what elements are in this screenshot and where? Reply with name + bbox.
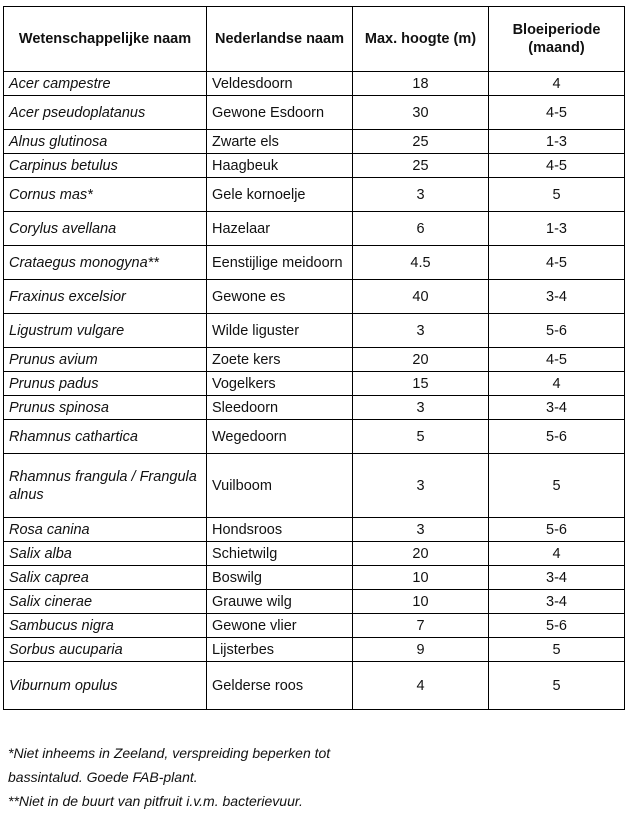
bloom-period-cell: 1-3	[489, 212, 625, 246]
scientific-name-cell: Sambucus nigra	[4, 614, 207, 638]
dutch-name-cell: Wilde liguster	[207, 314, 353, 348]
bloom-period-cell: 5	[489, 178, 625, 212]
bloom-period-cell: 5	[489, 662, 625, 710]
bloom-period-cell: 5-6	[489, 314, 625, 348]
scientific-name-cell: Carpinus betulus	[4, 154, 207, 178]
dutch-name-cell: Wegedoorn	[207, 420, 353, 454]
scientific-name-cell: Prunus spinosa	[4, 396, 207, 420]
scientific-name-cell: Prunus padus	[4, 372, 207, 396]
scientific-name-cell: Salix caprea	[4, 566, 207, 590]
dutch-name-cell: Vuilboom	[207, 454, 353, 518]
dutch-name-cell: Hazelaar	[207, 212, 353, 246]
max-height-cell: 18	[353, 72, 489, 96]
max-height-cell: 9	[353, 638, 489, 662]
max-height-cell: 4.5	[353, 246, 489, 280]
scientific-name-cell: Salix cinerae	[4, 590, 207, 614]
scientific-name-cell: Acer campestre	[4, 72, 207, 96]
max-height-cell: 20	[353, 542, 489, 566]
scientific-name-cell: Prunus avium	[4, 348, 207, 372]
max-height-cell: 6	[353, 212, 489, 246]
table-row	[4, 348, 625, 372]
dutch-name-cell: Gewone es	[207, 280, 353, 314]
max-height-cell: 30	[353, 96, 489, 130]
max-height-cell: 15	[353, 372, 489, 396]
max-height-cell: 25	[353, 130, 489, 154]
bloom-period-cell: 5-6	[489, 614, 625, 638]
bloom-period-cell: 4-5	[489, 154, 625, 178]
scientific-name-cell: Rhamnus cathartica	[4, 420, 207, 454]
header-bloom-period-line1: Bloeiperiode	[512, 22, 601, 38]
table-row	[4, 590, 625, 614]
table-row	[4, 614, 625, 638]
dutch-name-cell: Vogelkers	[207, 372, 353, 396]
bloom-period-cell: 3-4	[489, 396, 625, 420]
dutch-name-cell: Gewone vlier	[207, 614, 353, 638]
table-row	[4, 566, 625, 590]
bloom-period-cell: 4	[489, 72, 625, 96]
footnote-1-line-1: *Niet inheems in Zeeland, verspreiding beperken tot	[8, 745, 331, 761]
max-height-cell: 25	[353, 154, 489, 178]
table-row	[4, 72, 625, 96]
bloom-period-cell: 4	[489, 372, 625, 396]
dutch-name-cell: Zwarte els	[207, 130, 353, 154]
max-height-cell: 5	[353, 420, 489, 454]
dutch-name-cell: Eenstijlige meidoorn	[207, 246, 353, 280]
bloom-period-cell: 4-5	[489, 96, 625, 130]
scientific-name-cell: Cornus mas*	[4, 178, 207, 212]
dutch-name-cell: Schietwilg	[207, 542, 353, 566]
footnote-1-line-2: bassintalud. Goede FAB-plant.	[8, 769, 198, 785]
header-bloom-period	[489, 7, 625, 72]
bloom-period-cell: 4-5	[489, 348, 625, 372]
dutch-name-cell: Gele kornoelje	[207, 178, 353, 212]
dutch-name-cell: Hondsroos	[207, 518, 353, 542]
dutch-name-cell: Gelderse roos	[207, 662, 353, 710]
dutch-name-cell: Veldesdoorn	[207, 72, 353, 96]
table-row	[4, 212, 625, 246]
table-row	[4, 314, 625, 348]
scientific-name-cell: Crataegus monogyna**	[4, 246, 207, 280]
table-row	[4, 246, 625, 280]
max-height-cell: 40	[353, 280, 489, 314]
table-row	[4, 542, 625, 566]
bloom-period-cell: 1-3	[489, 130, 625, 154]
bloom-period-cell: 5	[489, 638, 625, 662]
scientific-name-cell: Corylus avellana	[4, 212, 207, 246]
table-row	[4, 372, 625, 396]
plant-table-container	[3, 6, 624, 710]
max-height-cell: 7	[353, 614, 489, 638]
bloom-period-cell: 5-6	[489, 420, 625, 454]
bloom-period-cell: 5	[489, 454, 625, 518]
table-row	[4, 396, 625, 420]
bloom-period-cell: 5-6	[489, 518, 625, 542]
dutch-name-cell: Grauwe wilg	[207, 590, 353, 614]
bloom-period-cell: 3-4	[489, 566, 625, 590]
table-row	[4, 130, 625, 154]
table-row	[4, 154, 625, 178]
scientific-name-cell: Alnus glutinosa	[4, 130, 207, 154]
dutch-name-cell: Zoete kers	[207, 348, 353, 372]
bloom-period-cell: 3-4	[489, 280, 625, 314]
table-row	[4, 662, 625, 710]
scientific-name-cell: Salix alba	[4, 542, 207, 566]
scientific-name-cell: Acer pseudoplatanus	[4, 96, 207, 130]
table-row	[4, 454, 625, 518]
plant-table	[3, 6, 625, 710]
footnotes	[8, 741, 408, 813]
table-row	[4, 638, 625, 662]
max-height-cell: 3	[353, 178, 489, 212]
max-height-cell: 3	[353, 518, 489, 542]
header-scientific-name: Wetenschappelijke naam	[4, 7, 207, 72]
table-row	[4, 96, 625, 130]
bloom-period-cell: 4-5	[489, 246, 625, 280]
dutch-name-cell: Boswilg	[207, 566, 353, 590]
table-row	[4, 178, 625, 212]
max-height-cell: 3	[353, 396, 489, 420]
max-height-cell: 20	[353, 348, 489, 372]
table-row	[4, 518, 625, 542]
dutch-name-cell: Sleedoorn	[207, 396, 353, 420]
dutch-name-cell: Gewone Esdoorn	[207, 96, 353, 130]
table-header-row	[4, 7, 625, 72]
header-max-height: Max. hoogte (m)	[353, 7, 489, 72]
scientific-name-cell: Sorbus aucuparia	[4, 638, 207, 662]
table-row	[4, 420, 625, 454]
dutch-name-cell: Haagbeuk	[207, 154, 353, 178]
scientific-name-cell: Viburnum opulus	[4, 662, 207, 710]
scientific-name-cell: Fraxinus excelsior	[4, 280, 207, 314]
header-bloom-period-line2: (maand)	[528, 40, 585, 56]
max-height-cell: 10	[353, 566, 489, 590]
table-body	[4, 72, 625, 710]
max-height-cell: 10	[353, 590, 489, 614]
scientific-name-cell: Ligustrum vulgare	[4, 314, 207, 348]
max-height-cell: 3	[353, 314, 489, 348]
dutch-name-cell: Lijsterbes	[207, 638, 353, 662]
max-height-cell: 4	[353, 662, 489, 710]
scientific-name-cell: Rosa canina	[4, 518, 207, 542]
table-row	[4, 280, 625, 314]
max-height-cell: 3	[353, 454, 489, 518]
header-dutch-name: Nederlandse naam	[207, 7, 353, 72]
bloom-period-cell: 3-4	[489, 590, 625, 614]
bloom-period-cell: 4	[489, 542, 625, 566]
footnote-2: **Niet in de buurt van pitfruit i.v.m. bacterievuur.	[8, 793, 303, 809]
scientific-name-cell: Rhamnus frangula / Frangula alnus	[4, 454, 207, 518]
